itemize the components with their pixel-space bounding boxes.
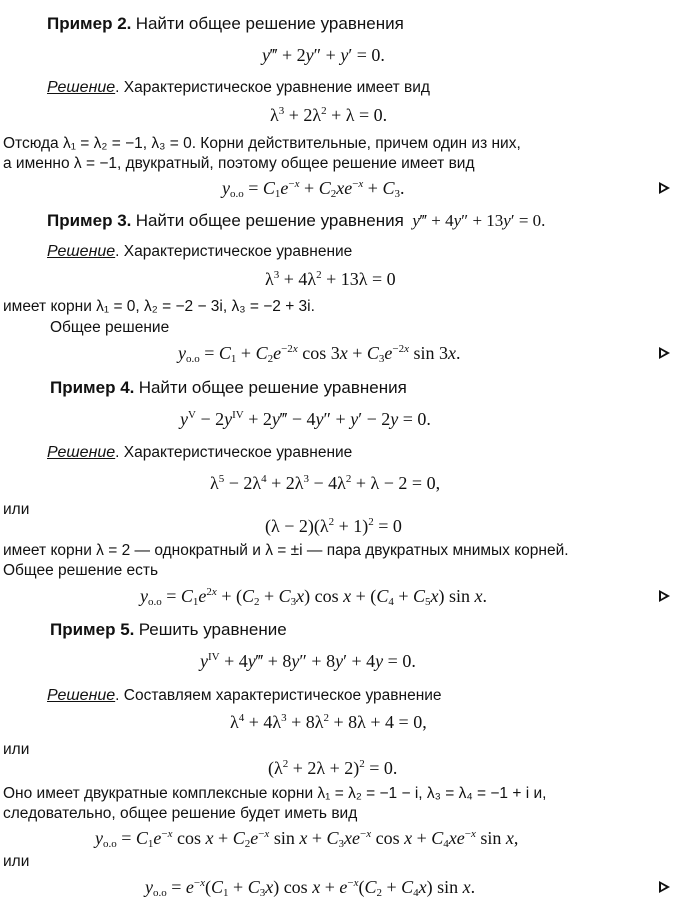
- example-5-heading: [50, 620, 287, 641]
- example-5-task: Решить уравнение: [138, 620, 287, 639]
- example-5-general-solution-1: $y_{о.о} = C_1e^{-x}$ $\cos x + C_2e^{-x}$ $\sin x + C_3xe^{-x}$ $\cos x + C_4xe^{-x}$ sin x,: [95, 828, 519, 850]
- example-5-factored: $(\lambda^2 + 2\lambda + 2)^2 = 0$.: [268, 758, 398, 778]
- example-5-or-1: или: [3, 741, 30, 758]
- end-triangle-icon: [659, 182, 670, 194]
- example-4-task: Найти общее решение уравнения: [138, 378, 407, 397]
- example-4-heading: [50, 378, 407, 399]
- example-5-para-2: следовательно, общее решение будет иметь вид: [3, 805, 358, 822]
- example-5-solution-label: Решение: [47, 687, 116, 704]
- example-3-characteristic: $\lambda^3 + 4\lambda^2 + 13\lambda = 0$: [265, 269, 396, 289]
- example-4-general-solution: $y_{о.о} = C_1e^{2x} + (C_2 + C_3x)$ $\cos x + (C_4 + C_5x)$ sin x.: [140, 586, 487, 608]
- example-4-solution-text: . Характеристическое уравнение: [115, 444, 353, 461]
- example-3-heading: Пример 3. Найти общее решение уравнения y‴ + 4y″ + 13y′ = 0.: [47, 211, 546, 230]
- example-5-label: Пример 5.: [50, 620, 135, 639]
- example-5-or-2: или: [3, 853, 30, 870]
- example-3-solution-label: Решение: [47, 243, 116, 260]
- example-4-characteristic: $\lambda^5 - 2\lambda^4 + 2\lambda^3 - 4\lambda^2 + \lambda - 2 = 0$,: [210, 473, 441, 493]
- example-5-characteristic: $\lambda^4 + 4\lambda^3 + 8\lambda^2 + 8\lambda + 4 = 0$,: [230, 712, 427, 732]
- example-4-general-label: Общее решение есть: [3, 562, 159, 579]
- example-3-solution-line: [47, 242, 352, 262]
- example-3-general-solution: $y_{о.о} = C_1 + C_2e^{-2x}$ $\cos 3x + C_3e^{-2x}$ sin 3x.: [178, 343, 461, 365]
- example-3-general-label: Общее решение: [50, 319, 170, 336]
- example-5-equation: $y^{IV}$ + 4y‴ + 8y″ + 8y′ + 4y = 0.: [200, 651, 416, 671]
- example-3-roots: имеет корни λ₁ = 0, λ₂ = −2 − 3i, λ₃ = −2 + 3i.: [3, 298, 315, 315]
- example-4-roots: имеет корни λ = 2 — однократный и λ = ±i — пара двукратных мнимых корней.: [3, 542, 569, 559]
- example-2-solution-text: . Характеристическое уравнение имеет вид: [115, 79, 430, 96]
- example-2-solution-line: [47, 78, 430, 98]
- example-2-heading: [47, 14, 404, 35]
- end-triangle-icon: [659, 881, 670, 893]
- example-2-solution-label: Решение: [47, 79, 116, 96]
- example-2-equation: y‴ + 2y″ + y′ = 0.: [262, 45, 385, 65]
- example-4-label: Пример 4.: [50, 378, 135, 397]
- example-2-task: Найти общее решение уравнения: [135, 14, 404, 33]
- example-4-equation: $y^V - 2y^{IV}$ + 2y‴ − 4y″ + y′ − 2y = 0.: [180, 409, 431, 429]
- example-2-para-1: Отсюда λ₁ = λ₂ = −1, λ₃ = 0. Корни действительные, причем один из них,: [3, 135, 521, 152]
- end-triangle-icon: [659, 347, 670, 359]
- example-5-solution-line: [47, 686, 442, 706]
- example-4-or: или: [3, 501, 30, 518]
- example-4-solution-line: [47, 443, 352, 463]
- example-4-factored: $(\lambda - 2)(\lambda^2 + 1)^2 = 0$: [265, 516, 402, 536]
- example-2-general-solution: $y_{о.о} = C_1e^{-x} + C_2xe^{-x} + C_3$.: [222, 178, 405, 200]
- example-2-characteristic: $\lambda^3 + 2\lambda^2 + \lambda = 0$.: [270, 105, 388, 125]
- end-triangle-icon: [659, 590, 670, 602]
- example-5-solution-text: . Составляем характеристическое уравнение: [115, 687, 442, 704]
- example-2-label: Пример 2.: [47, 14, 132, 33]
- example-5-para-1: Оно имеет двукратные комплексные корни λ₁ = λ₂ = −1 − i, λ₃ = λ₄ = −1 + i и,: [3, 785, 547, 802]
- example-4-solution-label: Решение: [47, 444, 116, 461]
- example-3-label: Пример 3.: [47, 211, 132, 230]
- example-3-solution-text: . Характеристическое уравнение: [115, 243, 353, 260]
- example-3-task: Найти общее решение уравнения: [135, 211, 404, 230]
- example-2-para-2: а именно λ = −1, двукратный, поэтому общее решение имеет вид: [3, 155, 475, 172]
- example-5-general-solution-2: $y_{о.о} = e^{-x}(C_1 + C_3x)$ $\cos x + e^{-x}(C_2 + C_4x)$ sin x.: [145, 877, 476, 899]
